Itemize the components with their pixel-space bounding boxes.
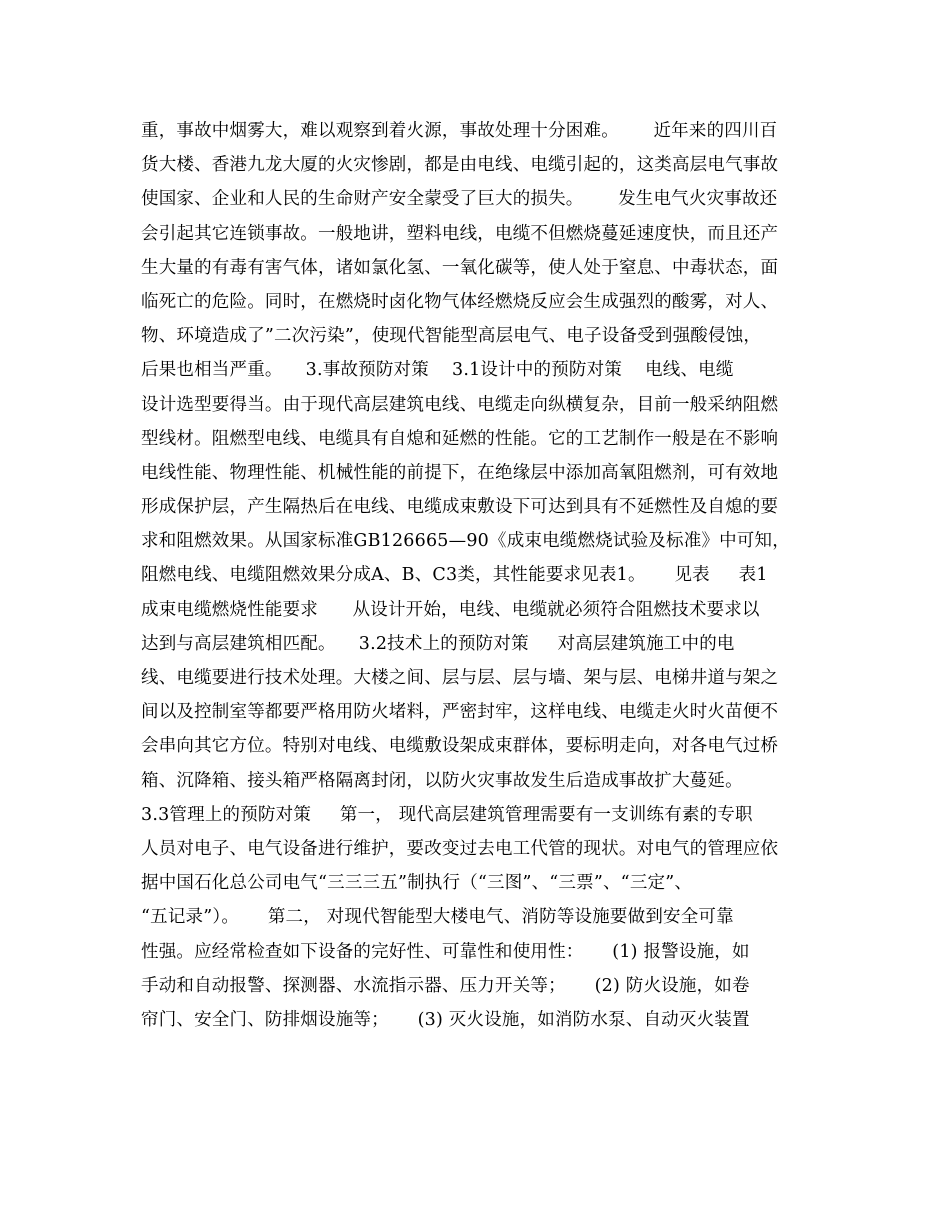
text-line: 型线材。阻燃型电线、电缆具有自熄和延燃的性能。它的工艺制作一般是在不影响 (141, 428, 779, 449)
text-line: 设计选型要得当。由于现代高层建筑电线、电缆走向纵横复杂，目前一般采纳阻燃 (141, 394, 779, 415)
text-line: 求和阻燃效果。从国家标准GB126665—90《成束电缆燃烧试验及标准》中可知， (141, 531, 790, 552)
text-line: 帘门、安全门、防排烟设施等； (3) 灭火设施，如消防水泵、自动灭火装置 (141, 1009, 750, 1030)
text-line: 物、环境造成了”二次污染”，使现代智能型高层电气、电子设备受到强酸侵蚀， (141, 326, 762, 347)
text-line: 重，事故中烟雾大，难以观察到着火源，事故处理十分困难。 近年来的四川百 (141, 121, 778, 141)
text-line: 手动和自动报警、探测器、水流指示器、压力开关等； (2) 防火设施，如卷 (141, 975, 750, 996)
text-line: 达到与高层建筑相匹配。 3.2技术上的预防对策 对高层建筑施工中的电 (141, 633, 735, 654)
text-line: “五记录”）。 第二， 对现代智能型大楼电气、消防等设施要做到安全可靠 (141, 907, 734, 928)
text-line: 性强。应经常检查如下设备的完好性、可靠性和使用性： (1) 报警设施，如 (141, 941, 750, 962)
text-line: 形成保护层，产生隔热后在电线、电缆成束敷设下可达到具有不延燃性及自熄的要 (141, 497, 779, 518)
text-line: 生大量的有毒有害气体，诸如氯化氢、一氧化碳等，使人处于窒息、中毒状态，面 (141, 257, 779, 278)
text-line: 成束电缆燃烧性能要求 从设计开始，电线、电缆就必须符合阻燃技术要求以 (141, 599, 760, 620)
text-line: 阻燃电线、电缆阻燃效果分成A、B、C3类，其性能要求见表1。 见表 表1 (141, 565, 768, 586)
body-text (141, 114, 821, 1037)
text-line: 间以及控制室等都要严格用防火堵料，严密封牢，这样电线、电缆走火时火苗便不 (141, 702, 779, 723)
text-line: 临死亡的危险。同时，在燃烧时卤化物气体经燃烧反应会生成强烈的酸雾，对人、 (141, 291, 779, 312)
text-line: 箱、沉降箱、接头箱严格隔离封闭，以防火灾事故发生后造成事故扩大蔓延。 (141, 770, 743, 791)
text-line: 后果也相当严重。 3.事故预防对策 3.1设计中的预防对策 电线、电缆 (141, 360, 734, 381)
text-line: 线、电缆要进行技术处理。大楼之间、层与层、层与墙、架与层、电梯井道与架之 (141, 668, 779, 688)
text-line: 据中国石化总公司电气“三三三五”制执行（“三图”、“三票”、“三定”、 (141, 873, 693, 894)
text-line: 会引起其它连锁事故。一般地讲，塑料电线，电缆不但燃烧蔓延速度快，而且还产 (141, 223, 779, 244)
text-line: 会串向其它方位。特别对电线、电缆敷设架成束群体，要标明走向，对各电气过桥 (141, 736, 779, 757)
text-line: 电线性能、物理性能、机械性能的前提下，在绝缘层中添加高氧阻燃剂，可有效地 (141, 462, 779, 483)
text-line: 3.3管理上的预防对策 第一， 现代高层建筑管理需要有一支训练有素的专职 (141, 804, 753, 825)
text-line: 货大楼、香港九龙大厦的火灾惨剧，都是由电线、电缆引起的，这类高层电气事故 (141, 155, 779, 176)
text-line: 人员对电子、电气设备进行维护，要改变过去电工代管的现状。对电气的管理应依 (141, 838, 779, 859)
text-line: 使国家、企业和人民的生命财产安全蒙受了巨大的损失。 发生电气火灾事故还 (141, 189, 778, 210)
